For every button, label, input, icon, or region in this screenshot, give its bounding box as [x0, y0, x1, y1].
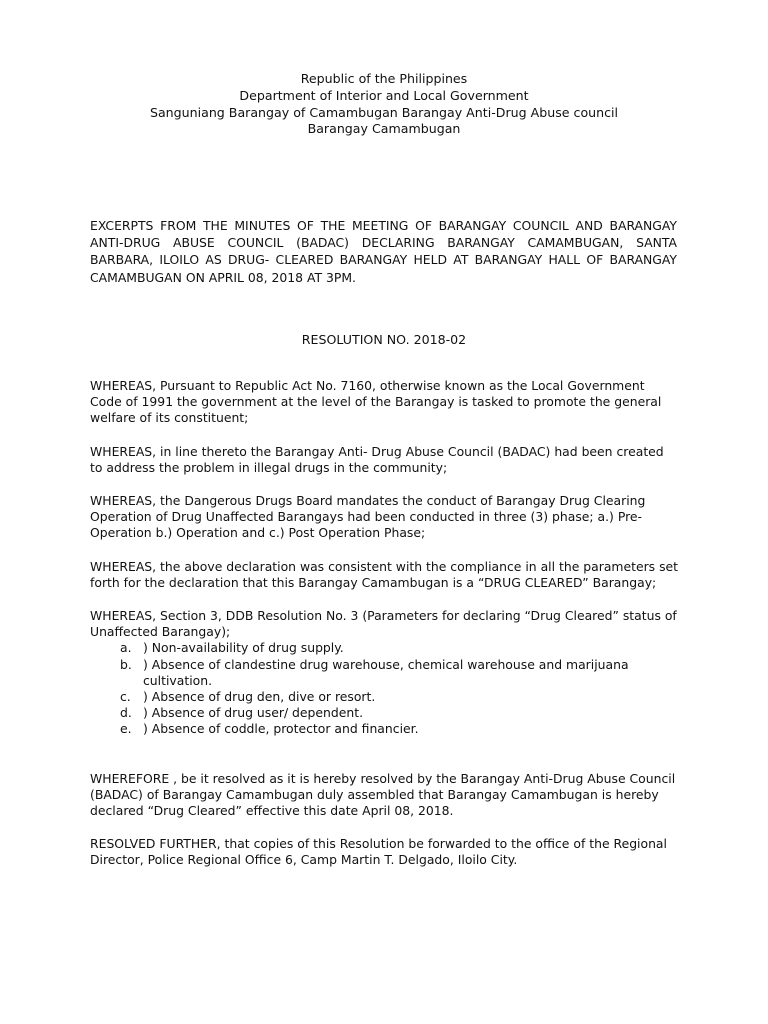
list-marker: c. [120, 689, 131, 705]
wherefore-clause: WHEREFORE , be it resolved as it is hereby resolved by the Barangay Anti-Drug Abuse Council (BADAC) of Barangay Camambugan duly assembled that Barangay Camambugan is hereby declared “Drug Cleared” effective this date April 08, 2018. [90, 770, 676, 819]
list-item-text: ) Non-availability of drug supply. [143, 640, 344, 656]
header-line-department: Department of Interior and Local Government [239, 87, 529, 103]
list-marker: b. [120, 656, 132, 672]
header-line-sanguniang: Sanguniang Barangay of Camambugan Barangay Anti-Drug Abuse council [149, 104, 619, 120]
list-item-text: ) Absence of coddle, protector and financier. [143, 721, 419, 737]
document-header [0, 71, 768, 138]
whereas-clause-1: WHEREAS, Pursuant to Republic Act No. 7160, otherwise known as the Local Government Code of 1991 the government at the level of the Barangay is tasked to promote the general welfare of its constituent; [90, 378, 662, 426]
list-item [90, 657, 680, 689]
whereas-clause-4: WHEREAS, the above declaration was consistent with the compliance in all the parameters set forth for the declaration that this Barangay Camambugan is a “DRUG CLEARED” Barangay; [90, 558, 679, 590]
list-item [90, 689, 680, 705]
list-item-text: ) Absence of drug user/ dependent. [143, 705, 364, 721]
header-line-republic: Republic of the Philippines [300, 71, 468, 86]
resolved-further-clause: RESOLVED FURTHER, that copies of this Resolution be forwarded to the office of the Regional Director, Police Regional Office 6, Camp Martin T. Delgado, Iloilo City. [90, 836, 667, 868]
excerpt-title: EXCERPTS FROM THE MINUTES OF THE MEETING OF BARANGAY COUNCIL AND BARANGAY ANTI-DRUG ABUSE COUNCIL (BADAC) DECLARING BARANGAY CAMAMBUGAN, SANTA BARBARA, ILOILO AS DRUG- CLEARED BARANGAY HELD AT BARANGAY HALL OF BARANGAY CAMAMBUGAN ON APRIL 08, 2018 AT 3PM. [90, 218, 677, 285]
header-line-barangay: Barangay Camambugan [307, 121, 461, 137]
list-item [90, 721, 680, 737]
list-marker: a. [120, 640, 132, 656]
whereas-clause-5: WHEREAS, Section 3, DDB Resolution No. 3 (Parameters for declaring “Drug Cleared” status of Unaffected Barangay); [90, 608, 677, 640]
list-item [90, 705, 680, 721]
list-item-text: ) Absence of clandestine drug warehouse, chemical warehouse and marijuana cultivation. [143, 656, 629, 688]
whereas-clause-2: WHEREAS, in line thereto the Barangay Anti- Drug Abuse Council (BADAC) had been created to address the problem in illegal drugs in the community; [90, 443, 664, 475]
resolution-body [90, 378, 680, 886]
list-marker: d. [120, 705, 132, 721]
list-item [90, 640, 680, 656]
resolution-number: RESOLUTION NO. 2018-02 [301, 332, 467, 347]
parameters-list [90, 640, 680, 737]
list-marker: e. [120, 721, 132, 737]
list-item-text: ) Absence of drug den, dive or resort. [143, 689, 376, 705]
spacer [90, 738, 680, 771]
whereas-clause-3: WHEREAS, the Dangerous Drugs Board mandates the conduct of Barangay Drug Clearing Operation of Drug Unaffected Barangays had been conducted in three (3) phase; a.) Pre-Operation b.) Operation and c.) Post Operation Phase; [90, 493, 646, 541]
